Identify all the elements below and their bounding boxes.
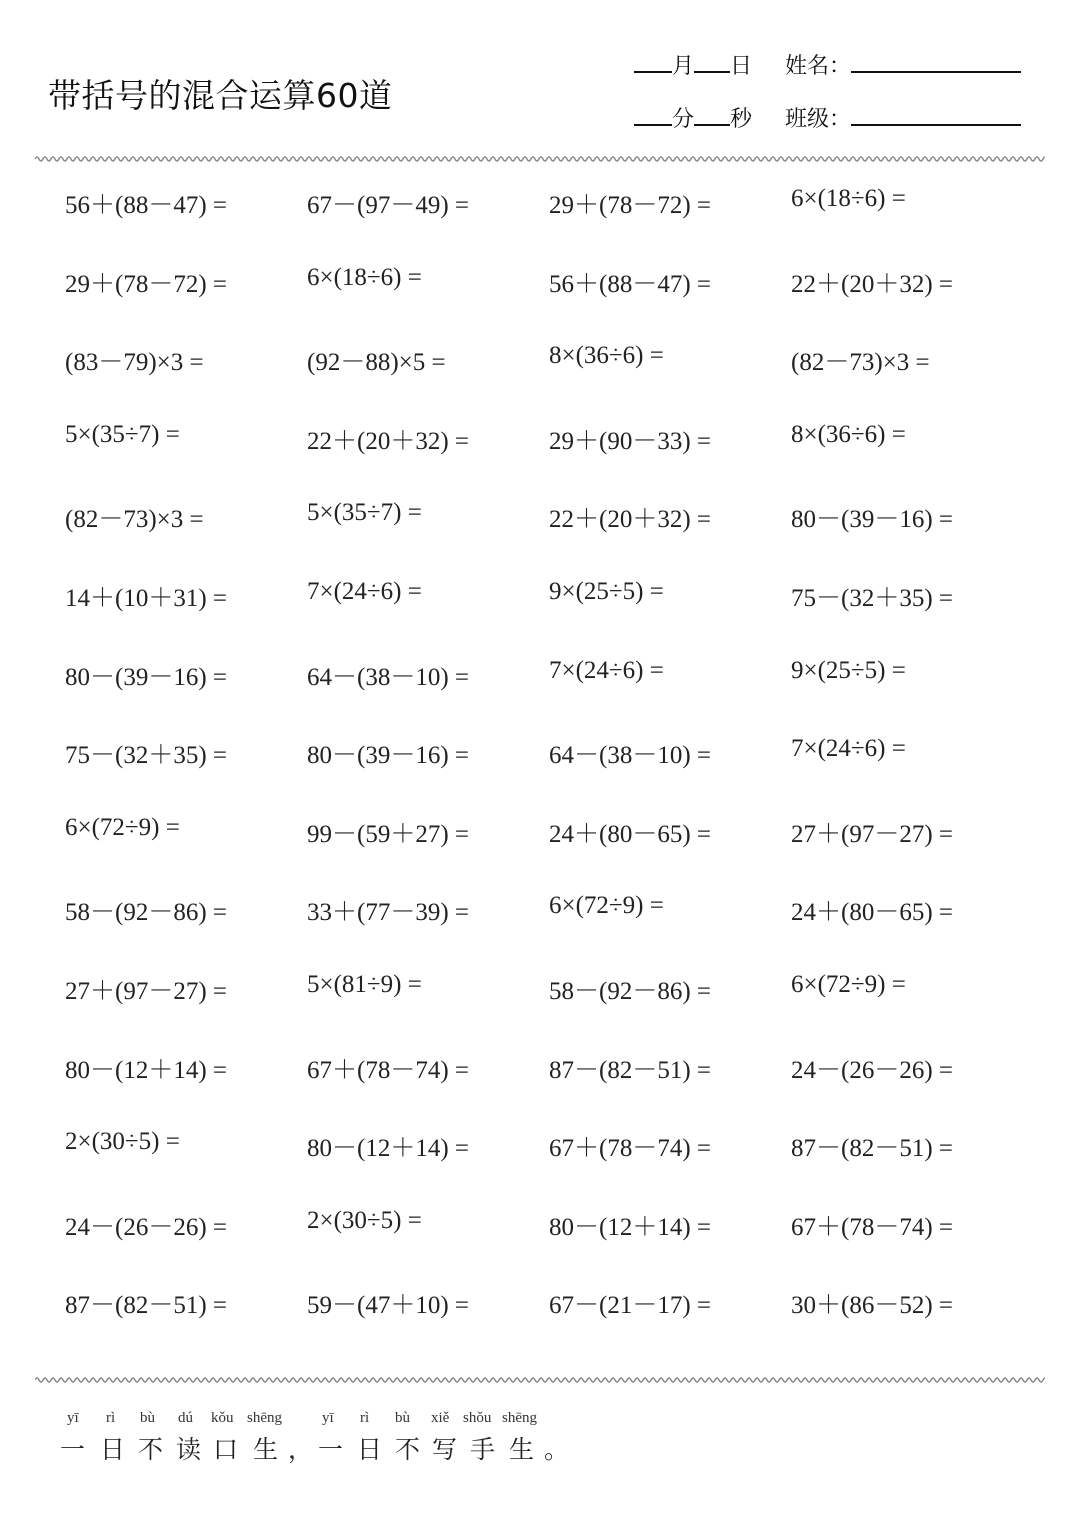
problem-row bbox=[0, 342, 1080, 382]
pinyin-syllable: yī bbox=[322, 1410, 334, 1426]
math-problem: 75－(32＋35) = bbox=[65, 742, 227, 770]
math-problem: 67－(97－49) = bbox=[307, 192, 469, 219]
math-problem: 6×(18÷6) = bbox=[307, 263, 422, 291]
pinyin-syllable: dú bbox=[178, 1410, 193, 1426]
math-problem: 58－(92－86) = bbox=[65, 899, 227, 927]
math-problem: 24＋(80－65) = bbox=[791, 899, 953, 927]
math-problem: (82－73)×3 = bbox=[791, 349, 930, 377]
problem-row bbox=[0, 499, 1080, 539]
proverb-character: 不 bbox=[395, 1435, 421, 1464]
bottom-wavy-divider bbox=[35, 1374, 1045, 1386]
math-problem: 24－(26－26) = bbox=[791, 1056, 953, 1084]
problem-row bbox=[0, 1128, 1080, 1168]
math-problem: 7×(24÷6) = bbox=[549, 656, 664, 684]
month-blank[interactable] bbox=[634, 51, 672, 73]
problem-row bbox=[0, 814, 1080, 854]
math-problem: 56＋(88－47) = bbox=[549, 270, 711, 298]
second-blank[interactable] bbox=[694, 104, 730, 126]
pinyin-syllable: xiě bbox=[431, 1410, 450, 1426]
math-problem: 5×(35÷7) = bbox=[65, 420, 180, 448]
problem-row bbox=[0, 1285, 1080, 1325]
month-label: 月 bbox=[672, 54, 695, 79]
math-problem: 56＋(88－47) = bbox=[65, 192, 227, 219]
math-problem: 99－(59＋27) = bbox=[307, 820, 469, 848]
proverb-character: 口 bbox=[213, 1435, 239, 1464]
math-problem: 5×(81÷9) = bbox=[307, 971, 422, 998]
math-problem: 9×(25÷5) = bbox=[549, 578, 664, 605]
math-problem: 87－(82－51) = bbox=[65, 1292, 227, 1320]
problem-row bbox=[0, 185, 1080, 225]
math-problem: 80－(39－16) = bbox=[307, 742, 469, 770]
math-problem: 80－(12＋14) = bbox=[549, 1213, 711, 1241]
math-problem: (82－73)×3 = bbox=[65, 506, 204, 534]
problem-row bbox=[0, 1050, 1080, 1090]
name-label: 姓名： bbox=[785, 54, 852, 79]
proverb-character: 不 bbox=[138, 1435, 164, 1464]
proverb-character: 生 bbox=[253, 1435, 279, 1464]
math-problem: 8×(36÷6) = bbox=[791, 420, 906, 448]
math-problem: 30＋(86－52) = bbox=[791, 1292, 953, 1320]
math-problem: 2×(30÷5) = bbox=[65, 1128, 180, 1156]
math-problem: 22＋(20＋32) = bbox=[307, 427, 469, 455]
pinyin-syllable: yī bbox=[67, 1410, 79, 1426]
math-problem: 14＋(10＋31) = bbox=[65, 585, 227, 612]
pinyin-syllable: shēng bbox=[502, 1410, 537, 1426]
problem-row bbox=[0, 578, 1080, 618]
math-problem: 24＋(80－65) = bbox=[549, 820, 711, 848]
math-problem: 67－(21－17) = bbox=[549, 1292, 711, 1320]
math-problem: 87－(82－51) = bbox=[791, 1135, 953, 1163]
math-problem: 29＋(78－72) = bbox=[65, 270, 227, 298]
math-problem: 29＋(90－33) = bbox=[549, 427, 711, 455]
page-title: 带括号的混合运算60道 bbox=[48, 76, 393, 115]
math-problem: 7×(24÷6) = bbox=[307, 578, 422, 605]
proverb-character: 一 bbox=[318, 1435, 344, 1464]
proverb-character: 一 bbox=[60, 1435, 86, 1464]
minute-blank[interactable] bbox=[634, 104, 672, 126]
math-problem: 29＋(78－72) = bbox=[549, 192, 711, 219]
proverb-character: 手 bbox=[470, 1435, 496, 1464]
math-problem: 58－(92－86) = bbox=[549, 978, 711, 1005]
problem-row bbox=[0, 892, 1080, 932]
pinyin-syllable: shǒu bbox=[463, 1410, 492, 1426]
math-problem: 80－(12＋14) = bbox=[307, 1135, 469, 1163]
proverb-character: 生 bbox=[509, 1435, 535, 1464]
math-problem: 67＋(78－74) = bbox=[791, 1213, 953, 1241]
pinyin-syllable: rì bbox=[106, 1410, 116, 1426]
problem-row bbox=[0, 735, 1080, 775]
proverb-footer bbox=[60, 1410, 760, 1470]
day-label: 日 bbox=[730, 54, 753, 79]
pinyin-syllable: rì bbox=[360, 1410, 370, 1426]
math-problem: 6×(18÷6) = bbox=[791, 185, 906, 212]
second-label: 秒 bbox=[730, 107, 753, 132]
math-problem: 80－(39－16) = bbox=[65, 663, 227, 691]
math-problem: 27＋(97－27) = bbox=[65, 978, 227, 1005]
pinyin-syllable: bù bbox=[395, 1410, 410, 1426]
class-line bbox=[785, 102, 1021, 133]
math-problem: 80－(12＋14) = bbox=[65, 1056, 227, 1084]
math-problem: 2×(30÷5) = bbox=[307, 1206, 422, 1234]
math-problem: 8×(36÷6) = bbox=[549, 342, 664, 370]
math-problem: 75－(32＋35) = bbox=[791, 585, 953, 612]
math-problem: 87－(82－51) = bbox=[549, 1056, 711, 1084]
math-problem: 80－(39－16) = bbox=[791, 506, 953, 534]
math-problem: 64－(38－10) = bbox=[549, 742, 711, 770]
time-line bbox=[634, 102, 752, 133]
date-line bbox=[634, 49, 752, 80]
math-problem: 22＋(20＋32) = bbox=[791, 270, 953, 298]
class-blank[interactable] bbox=[851, 104, 1021, 126]
math-problem: 6×(72÷9) = bbox=[65, 813, 180, 841]
math-problem: 24－(26－26) = bbox=[65, 1213, 227, 1241]
minute-label: 分 bbox=[672, 107, 695, 132]
name-blank[interactable] bbox=[851, 51, 1021, 73]
top-wavy-divider bbox=[35, 153, 1045, 165]
math-problem: 33＋(77－39) = bbox=[307, 899, 469, 927]
pinyin-syllable: kǒu bbox=[211, 1410, 234, 1426]
problem-row bbox=[0, 657, 1080, 697]
proverb-character: 写 bbox=[432, 1435, 458, 1464]
proverb-character: 读 bbox=[176, 1435, 202, 1464]
math-problem: 7×(24÷6) = bbox=[791, 735, 906, 763]
math-problem: 67＋(78－74) = bbox=[307, 1056, 469, 1084]
math-problem: 6×(72÷9) = bbox=[791, 971, 906, 998]
proverb-character: 日 bbox=[100, 1435, 126, 1464]
math-problem: 27＋(97－27) = bbox=[791, 820, 953, 848]
proverb-character: 。 bbox=[544, 1435, 570, 1464]
math-problem: 64－(38－10) = bbox=[307, 663, 469, 691]
problem-row bbox=[0, 264, 1080, 304]
problem-row bbox=[0, 1207, 1080, 1247]
name-line bbox=[785, 49, 1021, 80]
math-problem: 67＋(78－74) = bbox=[549, 1135, 711, 1163]
proverb-character: 日 bbox=[357, 1435, 383, 1464]
problem-row bbox=[0, 971, 1080, 1011]
math-problem: (83－79)×3 = bbox=[65, 349, 204, 377]
math-problem: 22＋(20＋32) = bbox=[549, 506, 711, 534]
proverb-character: ， bbox=[288, 1435, 314, 1464]
math-problem: (92－88)×5 = bbox=[307, 349, 446, 377]
problem-row bbox=[0, 421, 1080, 461]
day-blank[interactable] bbox=[694, 51, 730, 73]
pinyin-syllable: bù bbox=[140, 1410, 155, 1426]
pinyin-syllable: shēng bbox=[247, 1410, 282, 1426]
math-problem: 9×(25÷5) = bbox=[791, 656, 906, 684]
math-problem: 5×(35÷7) = bbox=[307, 499, 422, 527]
math-problem: 59－(47＋10) = bbox=[307, 1292, 469, 1320]
math-problem: 6×(72÷9) = bbox=[549, 892, 664, 920]
class-label: 班级： bbox=[785, 107, 852, 132]
